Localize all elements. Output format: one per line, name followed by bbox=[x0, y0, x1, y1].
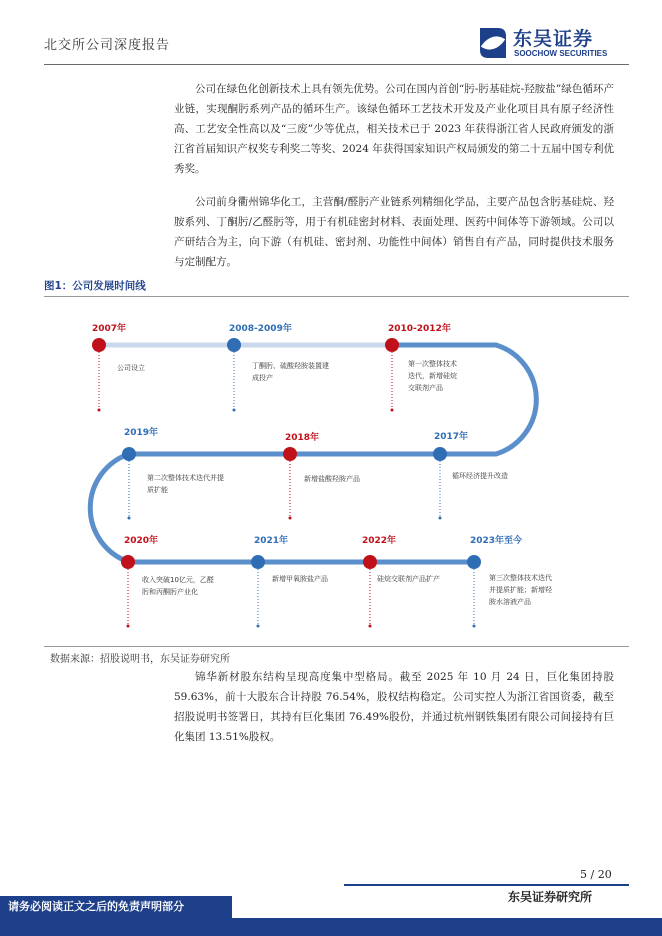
page-number: 5 / 20 bbox=[580, 868, 612, 881]
event-marker-2023 bbox=[467, 555, 481, 569]
event-year-2007: 2007年 bbox=[92, 324, 127, 334]
stem-end-dot bbox=[257, 625, 260, 628]
stem-end-dot bbox=[369, 625, 372, 628]
event-year-2010: 2010-2012年 bbox=[388, 324, 451, 334]
event-desc-2010-line3: 交联剂产品 bbox=[408, 384, 443, 392]
event-desc-2022-line1: 硅烷交联剂产品扩产 bbox=[377, 575, 440, 583]
event-desc-2010-line1: 第一次整体技术 bbox=[408, 360, 457, 368]
logo-cn-text: 东吴证券 bbox=[513, 28, 594, 50]
event-desc-2021-line1: 新增甲氧胺盐产品 bbox=[272, 575, 328, 583]
event-year-2008: 2008-2009年 bbox=[229, 324, 292, 334]
stem-end-dot bbox=[391, 409, 394, 412]
disclaimer-banner: 请务必阅读正文之后的免责声明部分 bbox=[0, 896, 232, 918]
footer-divider bbox=[344, 884, 629, 886]
timeline-track-curve bbox=[90, 345, 536, 562]
event-desc-2023-line2: 并提质扩能；新增羟 bbox=[489, 586, 552, 594]
footer-bottom-bar bbox=[0, 918, 662, 936]
event-marker-2008 bbox=[227, 338, 241, 352]
event-desc-2019-line1: 第二次整体技术迭代并提 bbox=[147, 474, 224, 482]
soochow-logo-icon bbox=[476, 24, 510, 62]
event-year-2017: 2017年 bbox=[434, 432, 469, 442]
header-divider bbox=[44, 64, 629, 65]
logo-en-text: SOOCHOW SECURITIES bbox=[514, 49, 608, 58]
event-marker-2018 bbox=[283, 447, 297, 461]
stem-end-dot bbox=[289, 517, 292, 520]
event-desc-2007-line1: 公司设立 bbox=[117, 364, 145, 372]
company-logo bbox=[476, 24, 626, 64]
figure-source-note: 数据来源：招股说明书，东吴证券研究所 bbox=[50, 654, 230, 665]
stem-end-dot bbox=[473, 625, 476, 628]
event-desc-2023-line3: 胺水溶液产品 bbox=[489, 598, 531, 606]
event-marker-2022 bbox=[363, 555, 377, 569]
event-desc-2020-line2: 肟和丙酮肟产业化 bbox=[142, 588, 198, 596]
event-marker-2019 bbox=[122, 447, 136, 461]
event-marker-2021 bbox=[251, 555, 265, 569]
event-year-2019: 2019年 bbox=[124, 428, 159, 438]
event-year-2018: 2018年 bbox=[285, 433, 320, 443]
event-marker-2017 bbox=[433, 447, 447, 461]
event-year-2023: 2023年至今 bbox=[470, 536, 523, 546]
report-series-title: 北交所公司深度报告 bbox=[44, 38, 171, 53]
stem-end-dot bbox=[127, 625, 130, 628]
event-year-2021: 2021年 bbox=[254, 536, 289, 546]
paragraph-company-business: 公司前身衢州锦华化工，主营酮/醛肟产业链系列精细化学品，主要产品包含肟基硅烷、羟胺系列、丁酮肟/乙醛肟等，用于有机硅密封材料、表面处理、医药中间体等下游领域。公司以产研结合为主，向下游（有机硅、密封剂、功能性中间体）销售自有产品，同时提供技术服务与定制配方。 bbox=[174, 196, 614, 268]
paragraph-green-tech: 公司在绿色化创新技术上具有领先优势。公司在国内首创“肟-肟基硅烷-羟胺盐”绿色循环产业链，实现酮肟系列产品的循环生产。该绿色循环工艺技术开发及产业化项目具有原子经济性高、工艺安全性高以及“三废”少等优点，相关技术已于 2023 年获得浙江省人民政府颁发的浙江省首届知识产权奖专利奖二等奖、2024 年获得国家知识产权局颁发的第二十五届中国专利优秀奖。 bbox=[174, 83, 614, 175]
figure-caption: 图1：公司发展时间线 bbox=[44, 280, 146, 292]
event-year-2022: 2022年 bbox=[362, 536, 397, 546]
event-desc-2020-line1: 收入突破10亿元，乙醛 bbox=[142, 576, 214, 584]
event-marker-2010 bbox=[385, 338, 399, 352]
figure-top-rule bbox=[44, 296, 629, 297]
event-marker-2020 bbox=[121, 555, 135, 569]
stem-end-dot bbox=[128, 517, 131, 520]
timeline-figure bbox=[44, 300, 629, 644]
stem-end-dot bbox=[233, 409, 236, 412]
event-desc-2017-line1: 循环经济提升改造 bbox=[452, 472, 508, 480]
event-marker-2007 bbox=[92, 338, 106, 352]
figure-bottom-rule bbox=[44, 646, 629, 647]
stem-end-dot bbox=[439, 517, 442, 520]
event-desc-2010-line2: 迭代，新增硅烷 bbox=[408, 372, 457, 380]
footer-institute: 东吴证券研究所 bbox=[508, 890, 593, 904]
event-desc-2023-line1: 第三次整体技术迭代 bbox=[489, 574, 552, 582]
stem-end-dot bbox=[98, 409, 101, 412]
event-desc-2008-line1: 丁酮肟、硫酸羟胺装置建 bbox=[252, 362, 329, 370]
event-year-2020: 2020年 bbox=[124, 536, 159, 546]
event-desc-2018-line1: 新增盐酸羟胺产品 bbox=[304, 475, 360, 483]
event-desc-2019-line2: 质扩能 bbox=[147, 486, 168, 494]
event-desc-2008-line2: 成投产 bbox=[252, 374, 273, 382]
paragraph-shareholders: 锦华新材股东结构呈现高度集中型格局。截至 2025 年 10 月 24 日，巨化集团持股 59.63%，前十大股东合计持股 76.54%，股权结构稳定。公司实控人为浙江省国资委，截至招股说明书签署日，其持有巨化集团 76.49%股份，并通过杭州钢铁集团有限公司间接持有巨化集团 13.51%股权。 bbox=[174, 671, 614, 743]
